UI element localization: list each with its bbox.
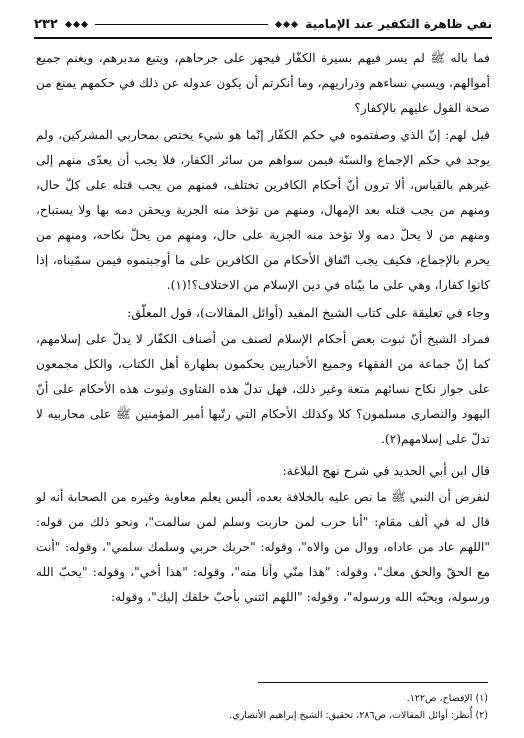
- header-divider: [34, 37, 492, 39]
- paragraph-intro: قال ابن أبي الحديد في شرح نهج البلاغة:: [282, 463, 490, 478]
- page-body: [36, 46, 490, 612]
- footnote-divider: [258, 682, 488, 683]
- ornament-icon: [276, 22, 297, 27]
- ornament-icon: [66, 22, 87, 27]
- footnote: (١) الإفصاح، ص١٢٢.: [406, 693, 488, 704]
- quoted-paragraph: فمراد الشيخ أنّ ثبوت بعض أحكام الإسلام لصنف من أصناف الكفّار لا يدلّ على إسلامهم، كما إنّ جماعة من الفقهاء وجميع الأخباريين يحكمون بطهارة أهل الكتاب، والكل مجمعون على جواز نكاح نسائهم متعة وغير ذلك، فهل تدلّ هذه الفتاوى وثبوت هذه الأحكام على أنّ اليهود والنصارى مسلمون؟ كلا وكذلك الأحكام التي رتّبها أمير المؤمنين ﷺ على محاربيه لا تدلّ على إسلامهم(٢).: [36, 332, 490, 446]
- header-rule: [95, 24, 268, 25]
- footnotes: [34, 690, 488, 724]
- running-title: نفي ظاهرة التكفير عند الإمامية: [305, 17, 492, 31]
- quoted-paragraph: لنفرض أن النبي ﷺ ما نص عليه بالخلافة بعده، أليس يعلم معاوية وغيره من الصحابة أنه لو قال له في ألف مقام: "أنا حرب لمن حاربت وسلم لمن سالمت"، ونحو ذلك من قوله: "اللهم عاد من عاداه، ووال من والاه"، وقوله: "حربك حربي وسلمك سلمي"، وقوله: "أنت مع الحقّ والحق معك"، وقوله: "هذا منّي وأنا منه"، وقوله: "هذا أخي"، وقوله: "يحبّ الله ورسوله، ويحبّه الله ورسوله"، وقوله: "اللهم ائتني بأحبّ خلقك إليك"، وقوله:: [36, 490, 490, 604]
- paragraph: فما باله ﷺ لم يسر فيهم بسيرة الكفّار فيجهز على جرحاهم، ويتبع مدبرهم، ويغنم جميع أموالهم، ويسبي نساءهم وذراريهم، وما أنكرتم أن يكون عدوله عن ذلك في حكمهم يمنع من صحة القول عليهم بالإكفار؟: [36, 51, 490, 115]
- paragraph-intro: وجاء في تعليقة على كتاب الشيخ المفيد (أوائل المقالات)، قول المعلّق:: [127, 305, 490, 320]
- paragraph: قيل لهم: إنّ الذي وصفتموه في حكم الكفّار إنّما هو شيء يختص بمحاربي المشركين، ولم يوجد في حكم الإجماع والسنّة فيمن سواهم من سائر الكفار، فلا يجب أن يعدّى منهم إلى غيرهم بالقياس، ألا ترون أنّ أحكام الكافرين تختلف، فمنهم من يجب قتله على كلّ حال، ومنهم من يجب قتله بعد الإمهال، ومنهم من تؤخذ منه الجزية ويحقن دمه بها ولا يستباح، ومنهم من لا يحلّ دمه ولا تؤخذ منه الجزية على حال، ومنهم من يحلّ نكاحه، ومنهم من يحرم بالإجماع، فكيف يجب اتّفاق الأحكام من الكافرين على ما أوجبتموه فيمن سمّيناه، إذا كانوا كفارا، وهي على ما بيّناه في دين الإسلام من الاختلاف؟!(١).: [36, 128, 490, 292]
- page-number: ٢٣٢: [34, 16, 58, 32]
- footnote: (٢) أُنظر: أوائل المقالات، ص٢٨٦، تحقيق: الشيخ إبراهيم الأنصاري.: [229, 710, 488, 721]
- page-header: [34, 12, 492, 36]
